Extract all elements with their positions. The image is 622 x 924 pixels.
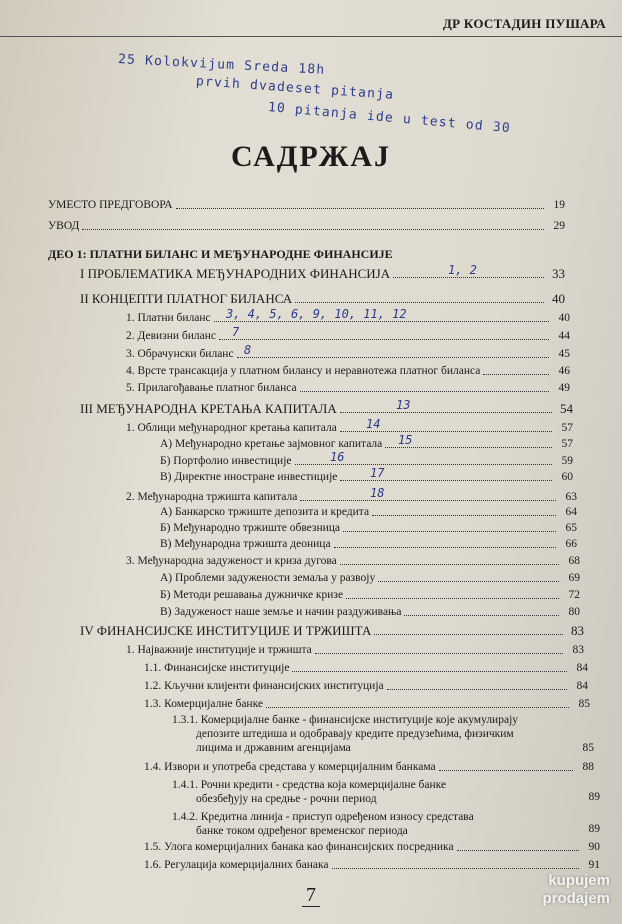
dot-leader [334,547,556,548]
dot-leader [295,302,544,303]
toc-entry-title: 1.3. Комерцијалне банке [144,698,263,710]
dot-leader [332,868,579,869]
toc-entry-page: 40 [558,312,570,324]
dot-leader [176,208,544,209]
dot-leader [346,598,559,599]
toc-entry-page: 72 [568,589,580,601]
page-number: 7 [0,884,622,907]
page-title: САДРЖАЈ [230,140,392,173]
toc-entry-page: 65 [565,522,577,534]
toc-entry-page: 91 [588,859,600,871]
toc-entry [80,292,565,306]
toc-entry-title: IV ФИНАНСИЈСКЕ ИНСТИТУЦИЈЕ И ТРЖИШТА [80,623,372,638]
toc-entry-title: Б) Методи решавања дужничке кризе [160,589,344,601]
toc-entry-title: 5. Прилагођавање платног биланса [126,382,297,394]
toc-entry-page: 59 [561,455,573,467]
toc-entry-title: В) Задуженост наше земље и начин раздуживања [160,606,402,618]
handwritten-question-numbers: 15 [398,433,413,447]
toc-entry-title: В) Директне иностране инвестиције [160,471,338,483]
toc-entry-line: банке током одређеног временског периода [196,825,408,837]
toc-entry-page: 89 [588,791,600,803]
toc-entry-line: обезбеђују на средње - рочни период [196,793,377,805]
handwritten-question-numbers: 7 [232,325,240,339]
toc-entry-title: 2. Девизни биланс [126,330,217,342]
toc-entry-title: А) Међународно кретање зајмовног капитала [160,438,383,450]
toc-entry-page: 60 [561,471,573,483]
dot-leader [385,447,552,448]
toc-entry-page: 89 [588,823,600,835]
toc-entry [144,697,590,711]
dot-leader [292,671,567,672]
toc-entry-line: 1.3.1. Комерцијалне банке - финансијске институције које акумулирају [172,714,519,726]
toc-entry [160,454,573,468]
handwritten-question-numbers: 17 [370,466,385,480]
dot-leader [457,850,579,851]
toc-entry-title: ДЕО 1: ПЛАТНИ БИЛАНС И МЕЂУНАРОДНЕ ФИНАНСИЈЕ [48,247,393,261]
toc-entry-title: II КОНЦЕПТИ ПЛАТНОГ БИЛАНСА [80,291,293,306]
toc-entry [80,267,565,281]
toc-entry-page: 84 [576,662,588,674]
toc-entry-page: 80 [568,606,580,618]
toc-entry-page: 69 [568,572,580,584]
toc-entry-title: 3. Обрачунски биланс [126,348,234,360]
toc-entry-page: 45 [558,348,570,360]
dot-leader [300,500,556,501]
toc-entry-title: III МЕЂУНАРОДНА КРЕТАЊА КАПИТАЛА [80,401,337,416]
toc-entry-title: А) Проблеми задужености земаља у развоју [160,572,376,584]
handwritten-question-numbers: 1, 2 [448,263,477,277]
toc-entry-page: 46 [558,365,570,377]
dot-leader [82,229,544,230]
dot-leader [404,615,559,616]
toc-entry [144,840,600,854]
toc-entry [160,521,577,535]
toc-entry-line: депозите штедиша и одобравају кредите предузећима, физичким [196,728,514,740]
toc-entry-page: 29 [553,220,565,232]
toc-entry [48,198,565,212]
toc-entry [160,605,580,619]
toc-entry [126,347,570,361]
toc-entry-title: 2. Међународна тржишта капитала [126,491,298,503]
toc-entry-page: 68 [568,555,580,567]
dot-leader [374,634,563,635]
toc-entry-line: лицима и државним агенцијама [196,742,351,754]
dot-leader [378,581,559,582]
dot-leader [214,321,549,322]
toc-entry-page: 90 [588,841,600,853]
toc-entry-title: Б) Портфолио инвестиције [160,455,292,467]
dot-leader [340,480,552,481]
toc-entry-page: 49 [558,382,570,394]
dot-leader [340,412,552,413]
toc-entry-title: 1.5. Улога комерцијалних банака као финансијских посредника [144,841,454,853]
watermark-line-2: prodajem [542,890,610,907]
dot-leader [439,770,573,771]
toc-entry-page: 63 [565,491,577,503]
handwritten-question-numbers: 18 [370,486,385,500]
toc-entry-title: УМЕСТО ПРЕДГОВОРА [48,199,173,211]
dot-leader [340,431,552,432]
toc-entry-multiline [172,778,446,806]
toc-entry [160,588,580,602]
toc-entry-title: В) Међународна тржишта деоница [160,538,331,550]
toc-entry [144,760,594,774]
dot-leader [266,707,569,708]
toc-entry-title: 4. Врсте трансакција у платном билансу и неравнотежа платног биланса [126,365,481,377]
toc-entry [160,470,573,484]
dot-leader [343,531,556,532]
handwritten-note-2: prvih dvadeset pitanja [195,74,395,103]
toc-entry-title: 1. Облици међународног кретања капитала [126,422,337,434]
handwritten-note-1: 25 Kolokvijum Sreda 18h [117,52,326,78]
toc-entry-page: 66 [565,538,577,550]
toc-entry-title: 3. Међународна задуженост и криза дугова [126,555,337,567]
toc-entry-page: 83 [572,644,584,656]
handwritten-note-3: 10 pitanja ide u test od 30 [267,100,512,137]
dot-leader [387,689,567,690]
handwritten-question-numbers: 16 [330,450,345,464]
watermark-line-1: kupujem [548,872,610,889]
toc-entry-title: I ПРОБЛЕМАТИКА МЕЂУНАРОДНИХ ФИНАНСИЈА [80,266,391,281]
running-header: ДР КОСТАДИН ПУШАРА [442,16,606,31]
toc-entry [126,490,577,504]
toc-entry [80,402,573,416]
toc-entry [160,571,580,585]
toc-entry-page: 57 [561,438,573,450]
dot-leader [237,357,549,358]
toc-entry-line: 1.4.2. Кредитна линија - приступ одређеном износу средстава [172,811,474,823]
toc-entry [160,505,577,519]
toc-entry-title: 1.1. Финансијске институције [144,662,290,674]
toc-entry [126,643,584,657]
toc-entry-page: 33 [552,266,565,281]
toc-entry-title: 1.6. Регулација комерцијалних банака [144,859,329,871]
toc-entry-title: А) Банкарско тржиште депозита и кредита [160,506,370,518]
toc-entry-multiline [172,810,474,838]
toc-entry [48,247,565,261]
dot-leader [219,339,549,340]
handwritten-question-numbers: 14 [366,417,381,431]
dot-leader [295,464,552,465]
dot-leader [315,653,563,654]
handwritten-question-numbers: 13 [396,398,411,412]
toc-entry-page: 19 [553,199,565,211]
toc-entry-page: 40 [552,291,565,306]
toc-entry [160,437,573,451]
toc-entry-page: 85 [578,698,590,710]
toc-entry [144,858,600,872]
dot-leader [393,277,544,278]
toc-entry-page: 88 [582,761,594,773]
toc-entry [126,364,570,378]
toc-entry-page: 84 [576,680,588,692]
toc-entry-page: 83 [571,623,584,638]
toc-entry [126,421,573,435]
dot-leader [300,391,549,392]
dot-leader [372,515,556,516]
handwritten-question-numbers: 8 [244,343,252,357]
toc-entry-multiline [172,713,518,755]
toc-entry-page: 44 [558,330,570,342]
handwritten-question-numbers: 3, 4, 5, 6, 9, 10, 11, 12 [226,307,407,321]
toc-entry-page: 57 [561,422,573,434]
toc-entry [144,679,588,693]
toc-entry-title: 1.4. Извори и употреба средстава у комерцијалним банкама [144,761,436,773]
watermark-logo [542,872,610,908]
toc-entry [126,381,570,395]
toc-entry [80,624,584,638]
toc-entry-title: УВОД [48,220,80,232]
toc-entry-page: 54 [560,401,573,416]
toc-entry-page: 64 [565,506,577,518]
toc-entry-page: 85 [582,742,594,754]
toc-entry-line: 1.4.1. Рочни кредити - средства која комерцијалне банке [172,779,447,791]
toc-entry-title: 1. Платни биланс [126,312,211,324]
dot-leader [483,374,549,375]
toc-entry [48,219,565,233]
toc-entry [126,554,580,568]
toc-entry [144,661,588,675]
toc-entry [126,329,570,343]
toc-entry-title: 1.2. Кључни клијенти финансијских институција [144,680,384,692]
dot-leader [340,564,559,565]
toc-entry-title: 1. Најважније институције и тржишта [126,644,312,656]
toc-entry-title: Б) Међународно тржиште обвезница [160,522,341,534]
toc-entry [160,537,577,551]
